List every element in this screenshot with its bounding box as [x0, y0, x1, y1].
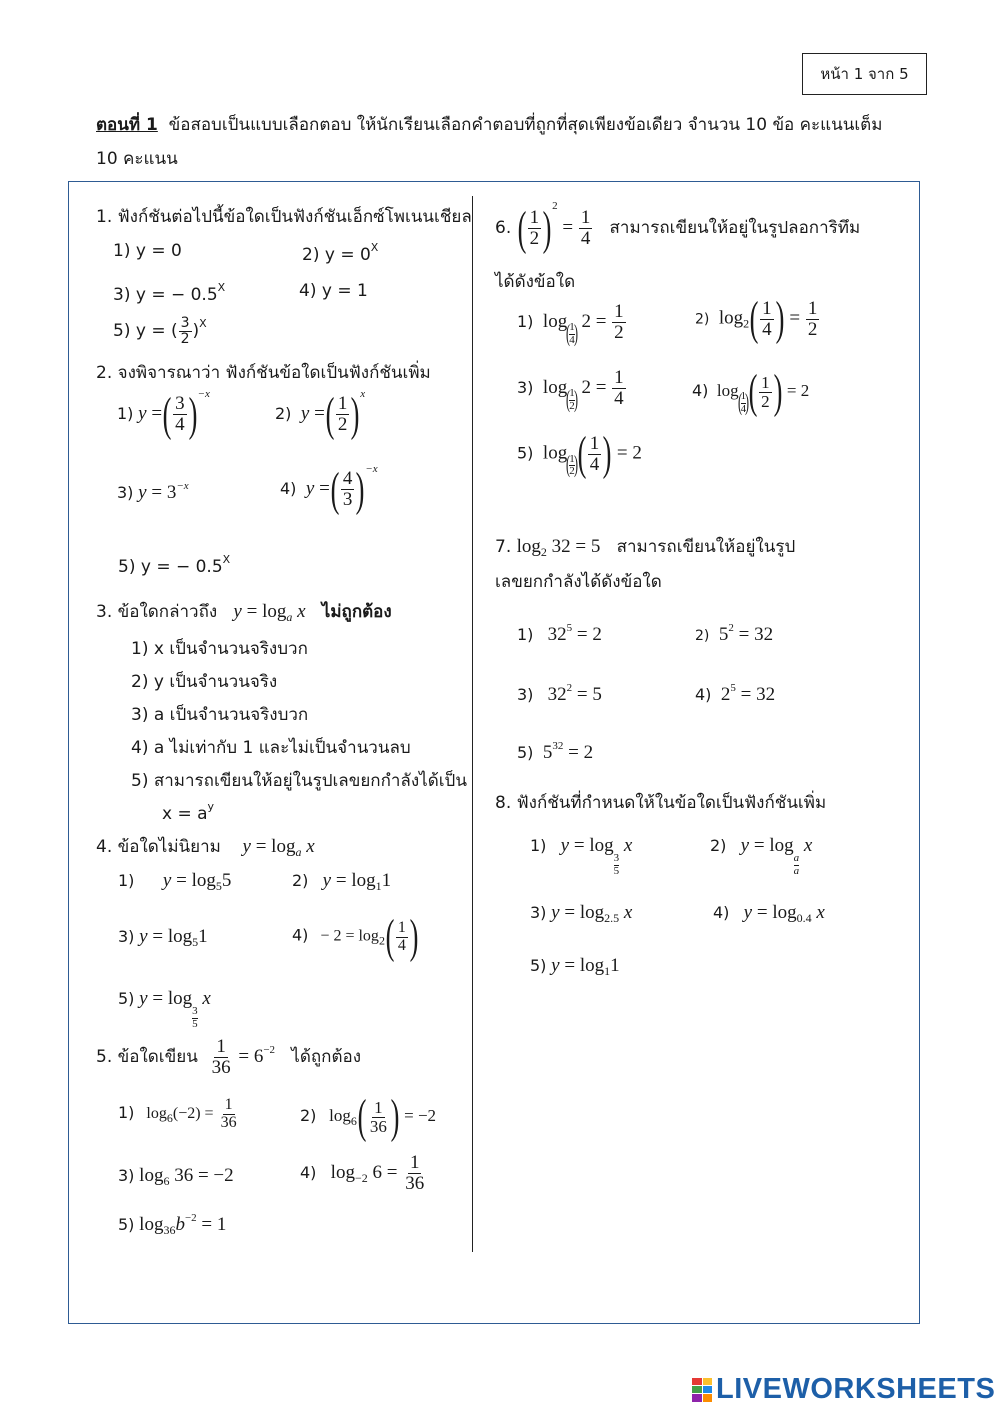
q6-o3-bnum: 1	[569, 387, 575, 400]
q2-text: 2. จงพิจารณาว่า ฟังก์ชันข้อใดเป็นฟังก์ชันเพิ่ม	[96, 363, 431, 383]
q6-o5-log: log	[542, 442, 568, 464]
q6-o2-log: log	[718, 307, 744, 329]
q7-o4-num: 4)	[695, 685, 712, 704]
q5-text	[96, 1037, 361, 1078]
q1-o5-fraction	[179, 316, 192, 346]
q7-text2: เลขยกกำลังได้ดังข้อใด	[495, 572, 662, 592]
q6-text: 6. ( $\frac{1}{2}$ ) $^2$ = $\frac{1}{4}$ สามารถเขียนให้อยู่ในรูปลอการิทึม	[495, 200, 861, 255]
q5-lead: 5. ข้อใดเขียน	[96, 1046, 198, 1067]
q2-o4-paren: ( $\frac{4}{3}$ )	[330, 462, 365, 516]
q4-o1-num: 1)	[118, 871, 135, 890]
q6-o1-arg: 2 =	[581, 310, 607, 332]
q3-emphasis: ไม่ถูกต้อง	[321, 602, 392, 622]
q8-o5-eq: =	[564, 955, 576, 976]
q1-o5-num: 3	[180, 315, 190, 331]
q2-o5-exp: X	[222, 553, 231, 566]
q8-o3-x: x	[623, 902, 633, 923]
q8-o1-bden: 5	[613, 864, 620, 877]
q2-option-1[interactable]	[117, 388, 210, 439]
q5-o2-fden: 36	[369, 1116, 387, 1136]
q7-o3-rhs: = 5	[576, 684, 602, 705]
q6-o4-log: log	[716, 380, 739, 400]
q8-o3-log: log	[579, 902, 605, 923]
q3-option-3[interactable]: 3) a เป็นจำนวนจริงบวก	[131, 705, 309, 725]
q6-o3-fden: 4	[614, 387, 624, 409]
q1-option-1[interactable]: 1) y = 0	[113, 241, 182, 261]
q8-o3-eq: =	[564, 902, 576, 923]
q8-o1-bnum: 3	[613, 852, 620, 864]
q8-o2-log: log	[769, 835, 794, 856]
q4-o5-num: 5)	[118, 989, 135, 1008]
q6-o5-bden: 2	[569, 465, 575, 478]
q5-o3-log: log	[139, 1165, 164, 1186]
q7-log: log	[516, 536, 541, 557]
q2-o3-base: 3	[166, 482, 177, 503]
q2-o1-paren: ( $\frac{3}{4}$ )	[162, 387, 197, 441]
q4-option-5[interactable]	[118, 988, 211, 1030]
q6-o4-bden: 4	[740, 402, 747, 415]
q4-o1-log: log	[191, 870, 216, 891]
q7-o4-exp: 5	[730, 682, 736, 694]
q8-o1-num: 1)	[530, 836, 547, 855]
q7-o5-exp: 32	[552, 740, 564, 752]
q5-o5-exp: −2	[184, 1212, 197, 1224]
q6-option-3[interactable]: 3) log ( 1 2 ) 2 = $\frac{1}{4}$	[517, 367, 624, 413]
q6-o4-bnum: 1	[740, 390, 747, 403]
page-number-text: หน้า 1 จาก 5	[820, 65, 909, 83]
q8-o2-num: 2)	[710, 836, 727, 855]
q3-text	[96, 598, 392, 625]
q8-o2-y: y	[740, 835, 750, 856]
q6-o2-eq: =	[789, 307, 801, 329]
q2-o4-num: 4)	[280, 479, 297, 498]
q4-o4-num: 4)	[292, 925, 309, 945]
q1-option-3[interactable]	[113, 281, 225, 305]
q6-o2-num: 2)	[695, 311, 710, 328]
q6-o4-fden: 2	[761, 391, 770, 411]
q7-option-5[interactable]	[517, 740, 593, 764]
q5-o4-fden: 36	[405, 1172, 425, 1194]
q6-o5-rhs: = 2	[616, 442, 642, 464]
q7-option-4[interactable]	[695, 682, 775, 706]
q6-o1-num: 1)	[517, 311, 534, 331]
q7-o4-rhs: = 32	[740, 684, 776, 705]
q5-option-2[interactable]: 2) $\log_6$ ( $\frac{1}{36}$ ) = −2	[300, 1090, 437, 1143]
q4-o5-log: log	[167, 988, 193, 1009]
q6-o3-arg: 2 =	[581, 376, 607, 398]
q6-option-4[interactable]: 4) log ( 1 4 ) ( $\frac{1}{2}$ ) = 2	[692, 365, 810, 418]
q8-o2-bden: a	[793, 864, 800, 877]
q2-o3-exp: −x	[176, 480, 189, 492]
q1-option-4[interactable]: 4) y = 1	[299, 281, 368, 301]
q4-o1-y: y	[162, 870, 172, 891]
q5-o1-arg: (−2) =	[172, 1104, 214, 1122]
q7-o3-num: 3)	[517, 685, 534, 704]
instructions-line1: ข้อสอบเป็นแบบเลือกตอบ ให้นักเรียนเลือกคำตอบที่ถูกที่สุดเพียงข้อเดียว จำนวน 10 ข้อ คะแนนเต็ม	[168, 115, 883, 135]
q6-option-5[interactable]: 5) log ( 1 2 ) ( $\frac{1}{4}$ ) = 2	[517, 427, 642, 480]
q8-o5-num: 5)	[530, 956, 547, 975]
q8-o4-y: y	[743, 902, 753, 923]
q7-option-2[interactable]	[695, 622, 773, 646]
q5-o5-rhs: = 1	[201, 1214, 227, 1235]
q2-o2-eq: =	[314, 403, 325, 424]
q4-o2-eq: =	[335, 870, 347, 891]
q8-o2-base-frac	[794, 853, 800, 877]
q2-o2-y: y	[300, 403, 310, 424]
q8-o2-eq: =	[753, 835, 765, 856]
q4-o4-log: log	[358, 927, 379, 945]
q4-o1-base: 5	[215, 879, 222, 893]
q5-rhs-exp: −2	[263, 1043, 276, 1056]
q8-o4-num: 4)	[713, 903, 730, 922]
q1-o5-exp: X	[199, 317, 207, 331]
q8-option-5[interactable]	[530, 955, 620, 979]
q6-o2-rnum: 1	[807, 297, 818, 319]
q5-o4-log: log	[330, 1161, 355, 1183]
q4-expr-log: log	[271, 836, 296, 857]
q3-o5-formula-text: x = a	[162, 804, 208, 824]
q6-o1-bden: 4	[569, 333, 575, 346]
q8-o4-eq: =	[756, 902, 768, 923]
q6-o3-num: 3)	[517, 377, 534, 397]
q6-eq: =	[562, 217, 574, 238]
q8-o1-y: y	[560, 835, 570, 856]
q7-o1-rhs: = 2	[576, 624, 602, 645]
q7-number: 7.	[495, 537, 512, 557]
q2-o3-eq: =	[151, 482, 163, 503]
q7-o1-base: 32	[547, 624, 567, 645]
q7-o2-num: 2)	[695, 628, 710, 644]
q6-fden: 2	[529, 228, 540, 250]
q6-text2: ได้ดังข้อใด	[495, 272, 576, 292]
q4-o2-arg: 1	[381, 870, 392, 891]
q4-o4-base: 2	[378, 933, 385, 948]
q2-o2-exp: x	[360, 388, 366, 400]
q2-o3-y: y	[138, 482, 147, 503]
q5-o1-fden: 36	[220, 1113, 237, 1131]
q3-expr-eq: =	[246, 601, 258, 622]
q4-o1-arg: 5	[221, 870, 232, 891]
q6-o2-rden: 2	[807, 318, 818, 340]
q4-o3-y: y	[139, 926, 148, 947]
q2-o1-num: 1)	[117, 404, 134, 423]
q7-o1-exp: 5	[566, 622, 573, 634]
q7-option-1[interactable]	[517, 622, 602, 646]
q6-o5-fden: 4	[589, 453, 600, 475]
q1-o5-text: 5) y = (	[113, 321, 178, 342]
q4-o5-base-frac	[192, 1006, 198, 1030]
q5-o2-fnum: 1	[374, 1097, 383, 1117]
q8-o2-bnum: a	[793, 852, 800, 864]
q5-o4-arg: 6 =	[372, 1161, 398, 1183]
q7-o2-exp: 2	[728, 622, 734, 634]
q5-fnum: 1	[216, 1036, 226, 1057]
q4-o2-log: log	[351, 870, 376, 891]
q5-o5-base: 36	[163, 1223, 176, 1237]
q8-option-1[interactable]	[530, 835, 632, 877]
q6-fnum: 1	[529, 207, 540, 229]
column-divider	[472, 196, 473, 1252]
q4-expr-eq: =	[255, 836, 267, 857]
q5-o2-rhs: = −2	[404, 1105, 437, 1125]
q5-tail: ได้ถูกต้อง	[291, 1046, 362, 1067]
q6-o4-fnum: 1	[761, 372, 770, 392]
q3-o5-formula-exp: y	[207, 800, 215, 813]
q2-o1-y: y	[138, 403, 147, 424]
q4-o5-eq: =	[152, 988, 164, 1009]
q8-text: 8. ฟังก์ชันที่กำหนดให้ในข้อใดเป็นฟังก์ชันเพิ่ม	[495, 793, 827, 813]
q8-o4-log: log	[772, 902, 797, 923]
page-number-badge	[802, 53, 927, 95]
q4-o4-fnum: 1	[397, 918, 406, 936]
q6-o1-fden: 2	[614, 321, 624, 343]
q6-option-1[interactable]: 1) log ( 1 4 ) 2 = $\frac{1}{2}$	[517, 301, 624, 347]
q3-option-1[interactable]: 1) x เป็นจำนวนจริงบวก	[131, 639, 308, 659]
q8-o5-arg: 1	[610, 955, 620, 976]
q2-o4-y: y	[305, 478, 315, 499]
q4-option-2[interactable]	[292, 870, 391, 894]
q2-option-2[interactable]	[275, 388, 365, 439]
q5-option-1[interactable]	[118, 1097, 240, 1132]
q2-o2-paren: ( $\frac{1}{2}$ )	[325, 387, 360, 441]
q1-o2-exp: X	[370, 241, 379, 254]
q6-rnum: 1	[580, 207, 591, 229]
q1-o5-paren: )	[192, 321, 200, 342]
q6-exp: 2	[552, 200, 558, 212]
q4-o4-lhs: − 2	[320, 927, 342, 945]
q7-lead: สามารถเขียนให้อยู่ในรูป	[616, 537, 796, 557]
liveworksheets-logo-icon	[692, 1378, 712, 1402]
q7-o4-base: 2	[720, 684, 731, 705]
q8-o3-y: y	[551, 902, 560, 923]
q8-o1-log: log	[589, 835, 614, 856]
q4-option-1[interactable]	[118, 870, 231, 894]
q5-o3-num: 3)	[118, 1166, 135, 1185]
part-label: ตอนที่ 1	[96, 115, 158, 135]
q4-o4-eq: =	[345, 927, 355, 945]
q6-rden: 4	[580, 228, 591, 250]
q3-option-5[interactable]: 5) สามารถเขียนให้อยู่ในรูปเลขยกกำลังได้เป็น	[131, 771, 467, 791]
q5-o4-fnum: 1	[409, 1152, 420, 1173]
q7-o5-base: 5	[542, 742, 553, 763]
q5-o1-base: 6	[166, 1110, 173, 1125]
q1-o3-text: 3) y = − 0.5	[113, 285, 218, 305]
q4-expr-base: a	[295, 845, 302, 859]
q8-option-2[interactable]	[710, 835, 812, 877]
q8-o5-log: log	[579, 955, 605, 976]
q6-o2-base: 2	[743, 316, 750, 331]
q4-o5-y: y	[139, 988, 148, 1009]
q7-o2-rhs: = 32	[738, 624, 774, 645]
q1-option-2[interactable]	[302, 241, 378, 265]
q6-o3-log: log	[542, 376, 568, 398]
q7-o1-num: 1)	[517, 625, 534, 644]
q2-o5-text: 5) y = − 0.5	[118, 557, 223, 577]
q2-o3-num: 3)	[117, 483, 134, 502]
q7-o2-base: 5	[718, 624, 729, 645]
q5-o3-base: 6	[163, 1174, 170, 1188]
q7-o5-num: 5)	[517, 743, 534, 762]
q6-o1-log: log	[542, 310, 568, 332]
q2-o4-fden: 3	[342, 489, 353, 511]
q7-o5-rhs: = 2	[568, 742, 594, 763]
q4-o3-log: log	[167, 926, 193, 947]
q4-option-3[interactable]	[118, 926, 208, 950]
q7-o3-exp: 2	[566, 682, 573, 694]
q6-number: 6.	[495, 218, 512, 238]
section-heading	[96, 111, 882, 138]
q5-option-4[interactable]	[300, 1153, 427, 1194]
q3-option-4[interactable]: 4) a ไม่เท่ากับ 1 และไม่เป็นจำนวนลบ	[131, 738, 411, 758]
q1-o5-den: 2	[180, 330, 190, 347]
q1-text: 1. ฟังก์ชันต่อไปนี้ข้อใดเป็นฟังก์ชันเอ็กซ์โพเนนเชียล	[96, 207, 472, 227]
q2-o4-eq: =	[319, 478, 330, 499]
q4-o4-paren: ( $\frac{1}{4}$ )	[385, 910, 419, 963]
q6-option-2[interactable]: 2) $\log_2$ ( $\frac{1}{4}$ ) = $\frac{1}{2}$	[695, 292, 818, 345]
q5-o2-base: 6	[350, 1113, 357, 1128]
q5-o3-rest: 36 = −2	[174, 1165, 234, 1186]
q4-o5-x: x	[202, 988, 211, 1009]
liveworksheets-brand: LIVEWORKSHEETS	[716, 1373, 996, 1405]
q4-option-4[interactable]	[292, 910, 419, 963]
q2-option-5[interactable]	[118, 553, 230, 577]
q2-option-3[interactable]	[117, 480, 189, 504]
q8-o3-num: 3)	[530, 903, 547, 922]
q1-o3-exp: X	[217, 281, 226, 294]
q5-option-3[interactable]	[118, 1165, 234, 1189]
q4-o3-base: 5	[192, 935, 199, 949]
q8-o1-eq: =	[573, 835, 585, 856]
q5-o2-num: 2)	[300, 1105, 317, 1125]
q4-o4-fden: 4	[397, 936, 406, 954]
q2-o2-fnum: 1	[337, 393, 348, 415]
q4-lead: 4. ข้อใดไม่นิยาม	[96, 837, 221, 857]
liveworksheets-footer[interactable]	[692, 1373, 995, 1406]
q6-o2-fnum: 1	[762, 297, 772, 319]
q8-o5-base: 1	[604, 964, 611, 978]
q6-o2-fden: 4	[762, 318, 772, 340]
q2-o2-fden: 2	[337, 414, 348, 436]
q6-o5-fnum: 1	[589, 432, 600, 454]
q8-o1-base-frac	[614, 853, 620, 877]
q7-text	[495, 533, 795, 560]
q5-option-5[interactable]	[118, 1212, 226, 1238]
q6-o5-num: 5)	[517, 443, 534, 463]
q3-option-5-formula	[162, 800, 214, 824]
q7-base: 2	[540, 545, 547, 559]
q6-o5-bnum: 1	[569, 452, 575, 465]
q5-o1-num: 1)	[118, 1102, 135, 1122]
q2-o2-num: 2)	[275, 404, 292, 423]
q4-o2-base: 1	[375, 879, 382, 893]
q2-o1-fnum: 3	[175, 393, 185, 415]
q8-o1-x: x	[623, 835, 633, 856]
q4-o5-bnum: 3	[192, 1005, 198, 1017]
q5-o2-log: log	[329, 1105, 351, 1125]
q3-expr-base: a	[286, 610, 293, 624]
q5-o4-num: 4)	[300, 1162, 317, 1182]
q8-option-4[interactable]	[713, 902, 825, 926]
q5-fden: 36	[211, 1056, 231, 1078]
q5-o1-fnum: 1	[224, 1096, 233, 1113]
q1-option-5[interactable]	[113, 316, 207, 346]
q5-o5-log: log	[139, 1214, 164, 1235]
q4-o3-eq: =	[152, 926, 164, 947]
q7-rest: 32 = 5	[551, 536, 601, 557]
q2-o1-eq: =	[151, 403, 163, 424]
q3-expr-y: y	[233, 601, 242, 622]
q8-o3-base: 2.5	[604, 911, 620, 925]
q6-o1-bnum: 1	[569, 321, 575, 334]
q3-option-2[interactable]: 2) y เป็นจำนวนจริง	[131, 672, 278, 692]
q8-o4-x: x	[816, 902, 825, 923]
q4-expr-y: y	[242, 836, 251, 857]
q6-o3-bden: 2	[569, 399, 575, 412]
q8-option-3[interactable]	[530, 902, 632, 926]
q4-o3-arg: 1	[198, 926, 208, 947]
q3-expr-log: log	[262, 601, 287, 622]
q4-o2-num: 2)	[292, 871, 309, 890]
q2-o1-fden: 4	[175, 414, 185, 436]
q3-expr-x: x	[297, 601, 306, 622]
q6-o4-rhs: = 2	[786, 380, 810, 400]
q6-o3-fnum: 1	[614, 367, 624, 388]
q4-o3-num: 3)	[118, 927, 135, 946]
q7-option-3[interactable]	[517, 682, 602, 706]
q4-o2-y: y	[322, 870, 332, 891]
q5-o1-log: log	[146, 1104, 167, 1122]
q8-o2-x: x	[803, 835, 813, 856]
q1-o2-text: 2) y = 0	[302, 245, 371, 265]
q4-o1-eq: =	[176, 870, 187, 891]
q2-o4-exp: −x	[365, 463, 378, 475]
q6-o4-num: 4)	[692, 380, 709, 400]
q2-o1-exp: −x	[197, 388, 210, 400]
q5-o4-base: −2	[354, 1170, 368, 1185]
q8-o5-y: y	[551, 955, 560, 976]
q4-expr-x: x	[306, 836, 315, 857]
q5-rhs: = 6	[238, 1045, 264, 1067]
q6-lead: สามารถเขียนให้อยู่ในรูปลอการิทึม	[609, 218, 861, 238]
q6-o1-fnum: 1	[614, 301, 624, 322]
q4-o5-bden: 5	[192, 1017, 198, 1030]
q5-o5-b: b	[175, 1214, 185, 1235]
q8-o4-base: 0.4	[796, 911, 812, 925]
q2-option-4[interactable]	[280, 463, 378, 514]
q7-o3-base: 32	[547, 684, 567, 705]
q3-lead: 3. ข้อใดกล่าวถึง	[96, 602, 218, 622]
q5-o5-num: 5)	[118, 1215, 135, 1234]
q4-text	[96, 833, 315, 860]
instructions-line2: 10 คะแนน	[96, 149, 178, 169]
q2-o4-fnum: 4	[342, 468, 353, 490]
